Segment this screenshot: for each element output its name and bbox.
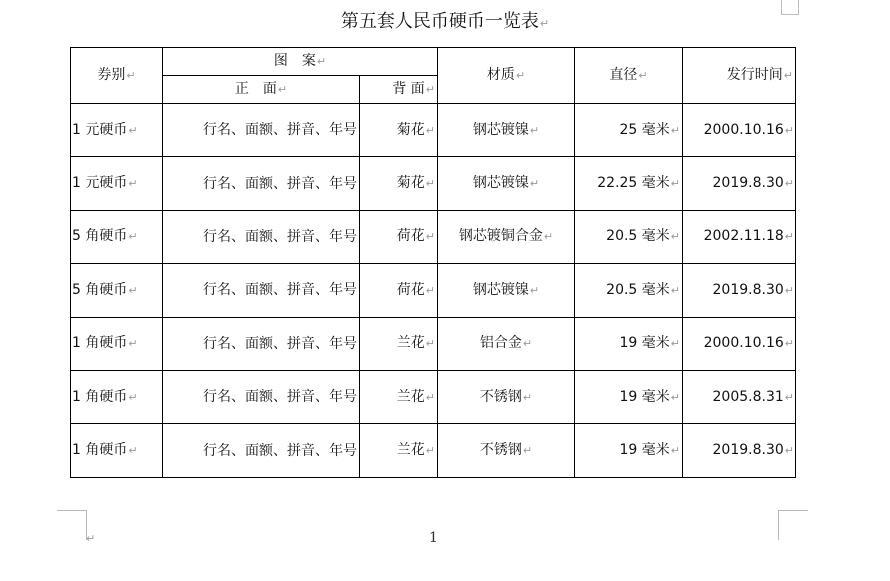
cell-issue-date: 2019.8.30↵ [683, 264, 796, 317]
paragraph-mark-icon: ↵ [670, 283, 680, 297]
table-header-row [71, 48, 796, 76]
paragraph-mark-icon: ↵ [529, 123, 540, 137]
table-row [71, 317, 796, 370]
cell-obverse: 行名、面额、拼音、年号 [163, 370, 360, 423]
paragraph-mark-icon: ↵ [425, 283, 435, 297]
cell-denomination: 1 角硬币↵ [71, 424, 163, 477]
cell-obverse: 行名、面额、拼音、年号 [163, 424, 360, 477]
paragraph-mark-icon: ↵ [784, 123, 794, 137]
cell-diameter: 19 毫米↵ [575, 424, 683, 477]
cell-reverse: 兰花↵ [360, 370, 438, 423]
paragraph-mark-icon: ↵ [670, 177, 680, 191]
cell-material: 钢芯镀铜合金↵ [438, 210, 575, 263]
cell-diameter: 20.5 毫米↵ [575, 210, 683, 263]
cell-issue-date: 2019.8.30↵ [683, 424, 796, 477]
paragraph-mark-icon: ↵ [128, 444, 138, 458]
paragraph-mark-icon: ↵ [529, 283, 540, 297]
paragraph-mark-icon: ↵ [522, 337, 533, 351]
paragraph-mark-icon: ↵ [529, 177, 540, 191]
paragraph-mark-icon: ↵ [316, 55, 327, 68]
cell-reverse: 菊花↵ [360, 104, 438, 157]
paragraph-mark-icon: ↵ [425, 83, 435, 96]
paragraph-mark-icon: ↵ [670, 123, 680, 137]
cell-diameter: 19 毫米↵ [575, 370, 683, 423]
cell-material: 钢芯镀镍↵ [438, 104, 575, 157]
cell-issue-date: 2005.8.31↵ [683, 370, 796, 423]
cell-reverse: 兰花↵ [360, 424, 438, 477]
header-diameter: 直径↵ [575, 48, 683, 104]
cell-diameter: 25 毫米↵ [575, 104, 683, 157]
paragraph-mark-icon: ↵ [128, 230, 138, 244]
cell-diameter: 19 毫米↵ [575, 317, 683, 370]
paragraph-mark-icon: ↵ [670, 337, 680, 351]
paragraph-mark-icon: ↵ [670, 230, 680, 244]
paragraph-mark-icon: ↵ [128, 177, 138, 191]
paragraph-mark-icon: ↵ [126, 69, 136, 82]
paragraph-mark-icon: ↵ [86, 532, 96, 545]
table-row [71, 104, 796, 157]
paragraph-mark-icon: ↵ [670, 444, 680, 458]
paragraph-mark-icon: ↵ [425, 337, 435, 351]
cell-material: 钢芯镀镍↵ [438, 264, 575, 317]
table-row [71, 370, 796, 423]
cell-reverse: 荷花↵ [360, 264, 438, 317]
cell-denomination: 1 角硬币↵ [71, 370, 163, 423]
table-row [71, 424, 796, 477]
cell-diameter: 22.25 毫米↵ [575, 157, 683, 210]
paragraph-mark-icon: ↵ [277, 83, 288, 96]
cell-denomination: 5 角硬币↵ [71, 264, 163, 317]
table-row [71, 264, 796, 317]
paragraph-mark-icon: ↵ [425, 123, 435, 137]
cell-reverse: 荷花↵ [360, 210, 438, 263]
cell-denomination: 1 元硬币↵ [71, 157, 163, 210]
cell-material: 铝合金↵ [438, 317, 575, 370]
cell-denomination: 1 角硬币↵ [71, 317, 163, 370]
paragraph-mark-icon: ↵ [638, 69, 648, 82]
cell-obverse: 行名、面额、拼音、年号 [163, 264, 360, 317]
table-row [71, 210, 796, 263]
paragraph-mark-icon: ↵ [522, 390, 533, 404]
paragraph-mark-icon: ↵ [522, 444, 533, 458]
paragraph-mark-icon: ↵ [784, 390, 794, 404]
header-material: 材质↵ [438, 48, 575, 104]
table-row [71, 157, 796, 210]
cell-reverse: 兰花↵ [360, 317, 438, 370]
header-pattern: 图 案↵ [163, 48, 438, 76]
cell-reverse: 菊花↵ [360, 157, 438, 210]
cell-denomination: 1 元硬币↵ [71, 104, 163, 157]
header-obverse: 正 面↵ [163, 76, 360, 104]
paragraph-mark-icon: ↵ [783, 69, 793, 82]
paragraph-mark-icon: ↵ [425, 177, 435, 191]
paragraph-mark-icon: ↵ [784, 177, 794, 191]
cell-issue-date: 2000.10.16↵ [683, 104, 796, 157]
document-title-text: 第五套人民币硬币一览表 [340, 11, 539, 32]
paragraph-mark-icon: ↵ [784, 283, 794, 297]
cell-obverse: 行名、面额、拼音、年号 [163, 317, 360, 370]
paragraph-mark-icon: ↵ [425, 230, 435, 244]
paragraph-mark-icon: ↵ [425, 390, 435, 404]
coin-table [70, 47, 796, 478]
document-title [0, 10, 890, 36]
paragraph-mark-icon: ↵ [128, 337, 138, 351]
header-denomination: 券别↵ [71, 48, 163, 104]
header-issue-date: 发行时间↵ [683, 48, 796, 104]
cell-material: 不锈钢↵ [438, 424, 575, 477]
paragraph-mark-icon: ↵ [515, 69, 526, 82]
cell-issue-date: 2002.11.18↵ [683, 210, 796, 263]
margin-corner-mark [781, 0, 799, 15]
cell-material: 钢芯镀镍↵ [438, 157, 575, 210]
page-number: 1 [429, 530, 438, 546]
paragraph-mark-icon: ↵ [425, 444, 435, 458]
paragraph-mark-icon: ↵ [543, 230, 554, 244]
paragraph-mark-icon: ↵ [128, 390, 138, 404]
cell-material: 不锈钢↵ [438, 370, 575, 423]
paragraph-mark-icon: ↵ [539, 17, 550, 30]
paragraph-mark-icon: ↵ [128, 283, 138, 297]
paragraph-mark-icon: ↵ [128, 123, 138, 137]
cell-diameter: 20.5 毫米↵ [575, 264, 683, 317]
cell-obverse: 行名、面额、拼音、年号 [163, 210, 360, 263]
paragraph-mark-icon: ↵ [670, 390, 680, 404]
header-reverse: 背 面↵ [360, 76, 438, 104]
cell-issue-date: 2000.10.16↵ [683, 317, 796, 370]
cell-obverse: 行名、面额、拼音、年号 [163, 104, 360, 157]
cell-obverse: 行名、面额、拼音、年号 [163, 157, 360, 210]
cell-denomination: 5 角硬币↵ [71, 210, 163, 263]
paragraph-mark-icon: ↵ [784, 230, 794, 244]
paragraph-mark-icon: ↵ [784, 444, 794, 458]
cell-issue-date: 2019.8.30↵ [683, 157, 796, 210]
paragraph-mark-icon: ↵ [784, 337, 794, 351]
